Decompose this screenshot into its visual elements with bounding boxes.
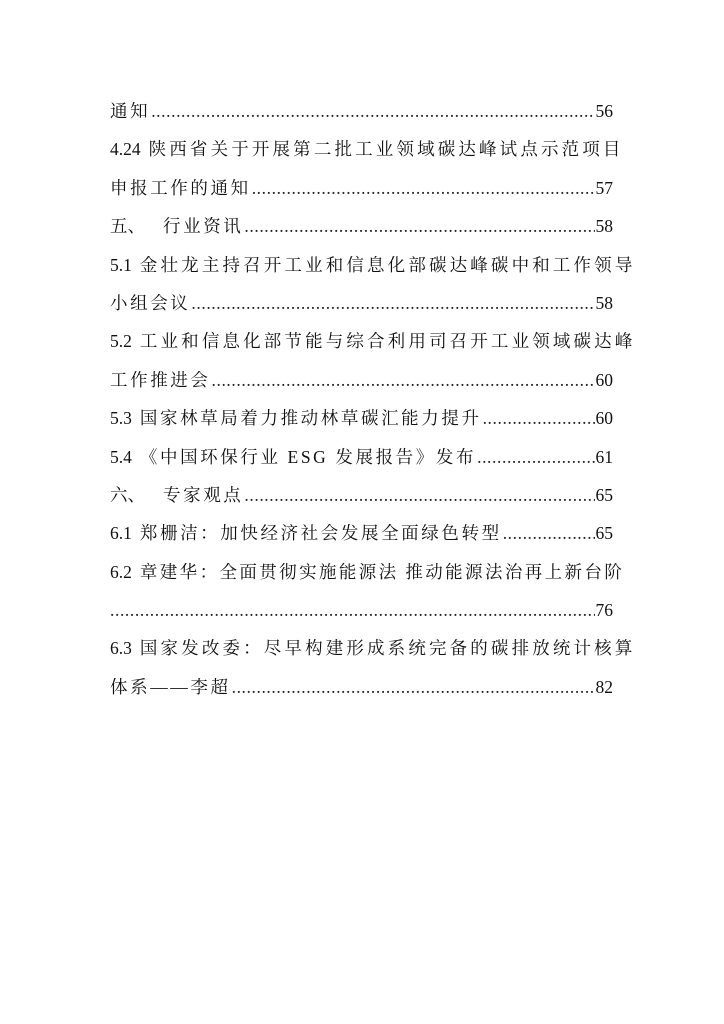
toc-entry[interactable] (110, 246, 636, 284)
toc-entry-text: 《中国环保行业 ESG 发展报告》发布 (139, 446, 477, 467)
toc-entry-number: 5.3 (110, 408, 132, 429)
toc-entry-number: 六、 (110, 484, 145, 505)
dot-leader (483, 399, 595, 437)
toc-entry[interactable] (110, 399, 613, 437)
toc-entry-continuation[interactable] (110, 591, 613, 629)
toc-entry-text: 国家发改委：尽早构建形成系统完备的碳排放统计核算 (139, 638, 636, 659)
toc-entry-text: 章建华：全面贯彻实施能源法 推动能源法治再上新台阶 (139, 561, 625, 582)
toc-entry[interactable] (110, 629, 636, 667)
toc-page-number: 82 (595, 676, 613, 697)
toc-entry-text: 行业资讯 (163, 216, 244, 237)
toc-page-number: 61 (595, 446, 613, 467)
toc-entry-text: 体系——李超 (110, 676, 231, 697)
toc-page-number: 57 (595, 177, 613, 198)
toc-page-number: 76 (595, 600, 613, 621)
dot-leader (244, 476, 594, 514)
dot-leader (477, 438, 594, 476)
toc-entry[interactable] (110, 553, 625, 591)
toc-entry-number: 6.3 (110, 638, 132, 659)
toc-entry-continuation[interactable] (110, 284, 613, 322)
toc-page-number: 60 (595, 369, 613, 390)
dot-leader (110, 591, 595, 629)
toc-page-number: 58 (595, 216, 613, 237)
toc-entry-text: 专家观点 (163, 484, 244, 505)
toc-entry-number: 5.1 (110, 254, 132, 275)
toc-entry-number: 6.2 (110, 561, 132, 582)
toc-entry[interactable] (110, 438, 613, 476)
toc-page-number: 60 (595, 408, 613, 429)
toc-entry-text: 金壮龙主持召开工业和信息化部碳达峰碳中和工作领导 (139, 254, 636, 275)
toc-entry-continuation[interactable] (110, 361, 613, 399)
toc-entry-number: 6.1 (110, 523, 132, 544)
toc-entry-number: 五、 (110, 216, 145, 237)
toc-entry-text: 国家林草局着力推动林草碳汇能力提升 (139, 408, 482, 429)
toc-entry-text: 工业和信息化部节能与综合利用司召开工业领域碳达峰 (139, 331, 636, 352)
toc-page-number: 56 (595, 101, 613, 121)
toc-entry-text: 郑栅洁：加快经济社会发展全面绿色转型 (139, 523, 502, 544)
toc-entry-text: 陕西省关于开展第二批工业领域碳达峰试点示范项目 (148, 139, 624, 160)
toc-entry-number: 5.2 (110, 331, 132, 352)
toc-entry-continuation[interactable] (110, 668, 613, 706)
toc-entry-text: 小组会议 (110, 292, 191, 313)
toc-entry-text: 通知 (110, 101, 151, 121)
toc-entry[interactable] (110, 514, 613, 552)
toc-entry-text: 工作推进会 (110, 369, 211, 390)
toc-page-number: 65 (595, 484, 613, 505)
toc-page-number: 58 (595, 292, 613, 313)
toc-entry-number: 5.4 (110, 446, 132, 467)
dot-leader (232, 668, 595, 706)
toc-section-heading[interactable] (110, 476, 613, 514)
toc-entry[interactable] (110, 92, 613, 130)
dot-leader (151, 92, 594, 130)
toc-entry-text: 申报工作的通知 (110, 177, 251, 198)
toc-page-number: 65 (595, 523, 613, 544)
dot-leader (212, 361, 595, 399)
table-of-contents (110, 92, 636, 706)
dot-leader (244, 207, 594, 245)
toc-section-heading[interactable] (110, 207, 613, 245)
dot-leader (503, 514, 595, 552)
toc-entry-number: 4.24 (110, 139, 141, 160)
dot-leader (252, 169, 595, 207)
toc-entry[interactable] (110, 130, 624, 168)
dot-leader (191, 284, 594, 322)
toc-entry-continuation[interactable] (110, 169, 613, 207)
toc-entry[interactable] (110, 322, 636, 360)
